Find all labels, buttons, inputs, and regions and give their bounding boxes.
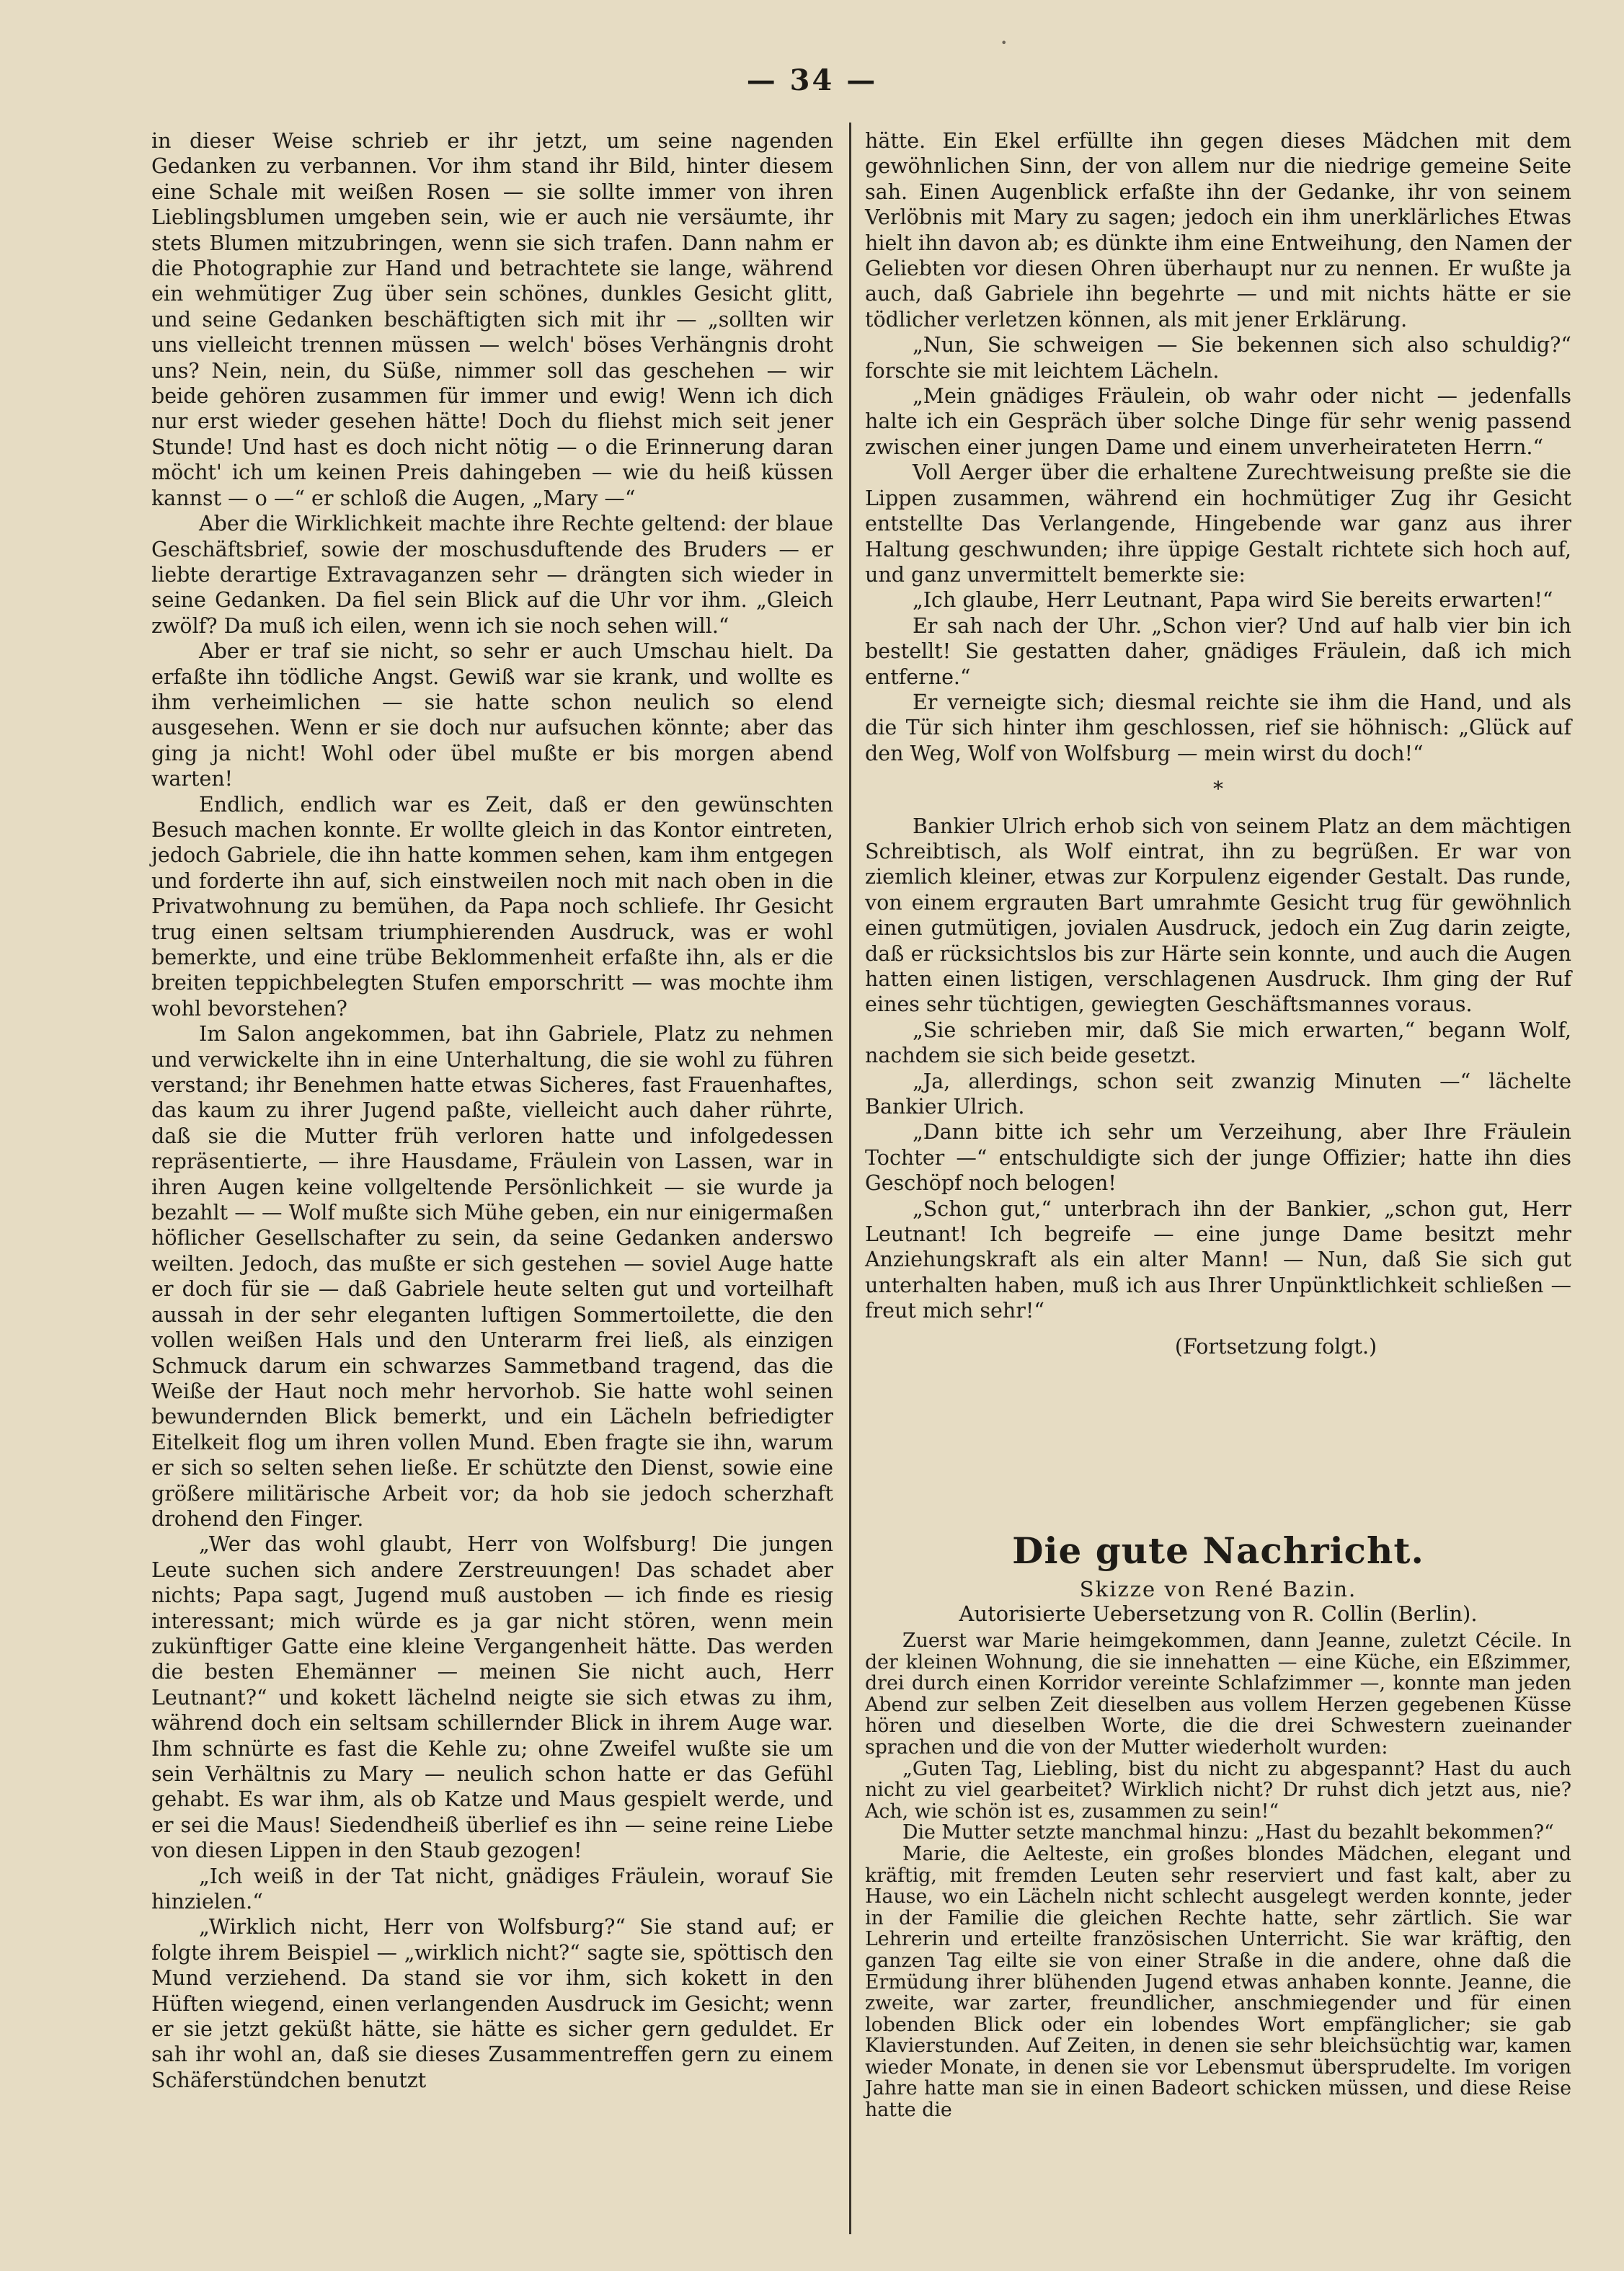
paragraph: „Ich glaube, Herr Leutnant, Papa wird Sie bereits erwarten!“	[913, 588, 1553, 613]
to-be-continued: (Fortsetzung folgt.)	[1174, 1334, 1377, 1359]
paragraph: Aber die Wirklichkeit machte ihre Rechte geltend: der blaue Geschäftsbrief, sowie der moschusduftende des Bruders — er liebte derartige Extravaganzen sehr — drängten sich wieder in seine Gedanken. Da fiel sein Blick auf die Uhr vor ihm. „Gleich zwölf? Da muß ich eilen, wenn ich sie noch sehen will.“	[151, 512, 833, 638]
paragraph: Im Salon angekommen, bat ihn Gabriele, Platz zu nehmen und verwickelte ihn in eine Unterhaltung, die sie wohl zu führen verstand; ihr Benehmen hatte etwas Sicheres, fast Frauenhaftes, das kaum zu ihrer Jugend paßte, vielleicht auch daher rührte, daß sie die Mutter früh verloren hatte und infolgedessen repräsentierte, — ihre Hausdame, Fräulein von Lassen, war in ihren Augen keine vollgeltende Persönlichkeit — sie wurde ja bezahlt — — Wolf mußte sich Mühe geben, ein nur einigermaßen höflicher Gesellschafter zu sein, da seine Gedanken anderswo weilten. Jedoch, das mußte er sich gestehen — soviel Auge hatte er doch für sie — daß Gabriele heute selten gut und vorteilhaft aussah in der sehr eleganten luftigen Sommertoilette, die den vollen weißen Hals und den Unterarm frei ließ, als einzigen Schmuck darum ein schwarzes Sammetband tragend, das die Weiße der Haut noch mehr hervorhob. Sie hatte wohl seinen bewundernden Blick bemerkt, und ein Lächeln befriedigter Eitelkeit flog um ihren vollen Mund. Eben fragte sie ihn, warum er sich so selten sehen ließe. Er schützte den Dienst, sowie eine größere militärische Arbeit vor; da hob sie jedoch scherzhaft drohend den Finger.	[151, 1022, 833, 1531]
paragraph: „Mein gnädiges Fräulein, ob wahr oder nicht — jedenfalls halte ich ein Gespräch über solche Dinge für sehr wenig passend zwischen einer jungen Dame und einem unverheirateten Herrn.“	[865, 384, 1571, 459]
paragraph: „Schon gut,“ unterbrach ihn der Bankier, „schon gut, Herr Leutnant! Ich begreife — eine junge Dame besitzt mehr Anziehungskraft als ein alter Mann! — Nun, daß Sie sich gut unterhalten haben, muß ich aus Ihrer Unpünktlichkeit schließen — freut mich sehr!“	[865, 1196, 1571, 1323]
paragraph: „Ich weiß in der Tat nicht, gnädiges Fräulein, worauf Sie hinzielen.“	[151, 1864, 833, 1914]
paragraph: Er verneigte sich; diesmal reichte sie ihm die Hand, und als die Tür sich hinter ihm geschlossen, rief sie höhnisch: „Glück auf den Weg, Wolf von Wolfsburg — mein wirst du doch!“	[865, 690, 1571, 765]
paragraph: „Ja, allerdings, schon seit zwanzig Minuten —“ lächelte Bankier Ulrich.	[865, 1069, 1571, 1119]
paragraph: „Dann bitte ich sehr um Verzeihung, aber Ihre Fräulein Tochter —“ entschuldigte sich der junge Offizier; hatte ihn dies Geschöpf noch belogen!	[865, 1120, 1571, 1196]
print-speck: •	[1000, 36, 1008, 50]
section-separator: *	[1213, 777, 1223, 801]
story-subtitle: Skizze von René Bazin.	[1079, 1577, 1357, 1601]
paragraph: Voll Aerger über die erhaltene Zurechtweisung preßte sie die Lippen zusammen, während ein hochmütiger Zug ihr Gesicht entstellte Das Verlangende, Hingebende war ganz aus ihrer Haltung geschwunden; ihre üppige Gestalt richtete sich hoch auf, und ganz unvermittelt bemerkte sie:	[865, 461, 1571, 587]
right-column	[865, 128, 1571, 1359]
paragraph: „Wirklich nicht, Herr von Wolfsburg?“ Sie stand auf; er folgte ihrem Beispiel — „wirklich nicht?“ sagte sie, spöttisch den Mund verziehend. Da stand sie vor ihm, sich kokett in den Hüften wiegend, einen verlangenden Ausdruck im Gesicht; wenn er sie jetzt geküßt hätte, sie hätte es sicher gern geduldet. Er sah ihr wohl an, daß sie dieses Zusammentreffen gern zu einem Schäferstündchen benutzt	[151, 1915, 833, 2092]
paragraph: „Guten Tag, Liebling, bist du nicht zu abgespannt? Hast du auch nicht zu viel gearbeitet? Wirklich nicht? Dr ruhst dich jetzt aus, nie? Ach, wie schön ist es, zusammen zu sein!“	[865, 1757, 1571, 1823]
left-column	[151, 128, 833, 2093]
paragraph: Marie, die Aelteste, ein großes blondes Mädchen, elegant und kräftig, mit fremden Leuten sehr reserviert und fast kalt, aber zu Hause, wo ein Lächeln nicht schlecht ausgelegt werden konnte, jeder in der Familie die gleichen Rechte hatte, sehr zärtlich. Sie war Lehrerin und erteilte französischen Unterricht. Sie war kräftig, den ganzen Tag eilte sie von einer Straße in die andere, ohne daß die Ermüdung ihrer blühenden Jugend etwas anhaben konnte. Jeanne, die zweite, war zarter, freundlicher, anschmiegender und für einen lobenden Blick oder ein lobendes Wort empfänglicher; sie gab Klavierstunden. Auf Zeiten, in denen sie sehr bleichsüchtig war, kamen wieder Monate, in denen sie vor Lebensmut übersprudelte. Im vorigen Jahre hatte man sie in einen Badeort schicken müssen, und diese Reise hatte die	[865, 1842, 1571, 2122]
page-number: — 34 —	[746, 63, 878, 97]
paragraph: „Nun, Sie schweigen — Sie bekennen sich also schuldig?“ forschte sie mit leichtem Lächeln.	[865, 333, 1571, 383]
paragraph: in dieser Weise schrieb er ihr jetzt, um seine nagenden Gedanken zu verbannen. Vor ihm stand ihr Bild, hinter diesem eine Schale mit weißen Rosen — sie sollte immer von ihren Lieblingsblumen umgeben sein, wie er auch nie versäumte, ihr stets Blumen mitzubringen, wenn sie sich trafen. Dann nahm er die Photographie zur Hand und betrachtete sie lange, während ein wehmütiger Zug über sein schönes, dunkles Gesicht glitt, und seine Gedanken beschäftigten sich mit ihr — „sollten wir uns vielleicht trennen müssen — welch' böses Verhängnis droht uns? Nein, nein, du Süße, nimmer soll das geschehen — wir beide gehören zusammen für immer und ewig! Wenn ich dich nur erst wieder gesehen hätte! Doch du fliehst mich seit jener Stunde! Und hast es doch nicht nötig — o die Erinnerung daran möcht' ich um keinen Preis dahingeben — wie du heiß küssen kannst — o —“ er schloß die Augen, „Mary —“	[151, 129, 833, 510]
paragraph: Aber er traf sie nicht, so sehr er auch Umschau hielt. Da erfaßte ihn tödliche Angst. Gewiß war sie krank, und wollte es ihm verheimlichen — sie hatte schon neulich so elend ausgesehen. Wenn er sie doch nur aufsuchen könnte; aber das ging ja nicht! Wohl oder übel mußte er bis morgen abend warten!	[151, 639, 833, 791]
paragraph: Bankier Ulrich erhob sich von seinem Platz an dem mächtigen Schreibtisch, als Wolf eintrat, ihn zu begrüßen. Er war von ziemlich kleiner, etwas zur Korpulenz eigender Gestalt. Das runde, von einem ergrauten Bart umrahmte Gesicht trug für gewöhnlich einen gutmütigen, jovialen Ausdruck, jedoch ein Zug darin zeigte, daß er rücksichtslos bis zur Härte sein konnte, und auch die Augen hatten einen listigen, verschlagenen Ausdruck. Ihm ging der Ruf eines sehr tüchtigen, gewiegten Geschäftsmannes voraus.	[865, 814, 1571, 1017]
paragraph: Endlich, endlich war es Zeit, daß er den gewünschten Besuch machen konnte. Er wollte gleich in das Kontor eintreten, jedoch Gabriele, die ihn hatte kommen sehen, kam ihm entgegen und forderte ihn auf, sich einstweilen noch mit nach oben in die Privatwohnung zu bemühen, da Papa noch schliefe. Ihr Gesicht trug einen seltsam triumphierenden Ausdruck, was er wohl bemerkte, und eine trübe Beklommenheit erfaßte ihn, als er die breiten teppichbelegten Stufen emporschritt — was mochte ihm wohl bevorstehen?	[151, 792, 833, 1021]
paragraph: Die Mutter setzte manchmal hinzu: „Hast du bezahlt bekommen?“	[902, 1821, 1554, 1844]
column-divider	[849, 123, 851, 2234]
paragraph: „Sie schrieben mir, daß Sie mich erwarten,“ begann Wolf, nachdem sie sich beide gesetzt.	[865, 1018, 1571, 1068]
story-title: Die gute Nachricht.	[1012, 1529, 1424, 1572]
paragraph: hätte. Ein Ekel erfüllte ihn gegen dieses Mädchen mit dem gewöhnlichen Sinn, der von allem nur die niedrige gemeine Seite sah. Einen Augenblick erfaßte ihn der Gedanke, ihr von seinem Verlöbnis mit Mary zu sagen; jedoch ein ihm unerklärliches Etwas hielt ihn davon ab; es dünkte ihm eine Entweihung, den Namen der Geliebten vor diesen Ohren überhaupt nur zu nennen. Er wußte ja auch, daß Gabriele ihn begehrte — und mit nichts hätte er sie tödlicher verletzen können, als mit jener Erklärung.	[865, 129, 1571, 332]
story-body	[865, 1630, 1571, 2121]
story-translator: Autorisierte Uebersetzung von R. Collin (Berlin).	[959, 1601, 1478, 1626]
paragraph: „Wer das wohl glaubt, Herr von Wolfsburg! Die jungen Leute suchen sich andere Zerstreuungen! Das schadet aber nichts; Papa sagt, Jugend muß austoben — ich finde es riesig interessant; mich würde es ja gar nicht stören, wenn mein zukünftiger Gatte eine kleine Vergangenheit hätte. Das werden die besten Ehemänner — meinen Sie nicht auch, Herr Leutnant?“ und kokett lächelnd neigte sie sich etwas zu ihm, während doch ein seltsam schillernder Blick in ihrem Auge war. Ihm schnürte es fast die Kehle zu; ohne Zweifel wußte sie um sein Verhältnis zu Mary — neulich schon hatte er das Gefühl gehabt. Es war ihm, als ob Katze und Maus gespielt werde, und er sei die Maus! Siedendheiß überlief es ihn — seine reine Liebe von diesen Lippen in den Staub gezogen!	[151, 1532, 833, 1863]
paragraph: Zuerst war Marie heimgekommen, dann Jeanne, zuletzt Cécile. In der kleinen Wohnung, die sie innehatten — eine Küche, ein Eßzimmer, drei durch einen Korridor vereinte Schlafzimmer —, konnte man jeden Abend zur selben Zeit dieselben aus vollem Herzen gegebenen Küsse hören und dieselben Worte, die die drei Schwestern zueinander sprachen und die von der Mutter wiederholt wurden:	[865, 1630, 1571, 1759]
paragraph: Er sah nach der Uhr. „Schon vier? Und auf halb vier bin ich bestellt! Sie gestatten daher, gnädiges Fräulein, daß ich mich entferne.“	[865, 613, 1571, 689]
